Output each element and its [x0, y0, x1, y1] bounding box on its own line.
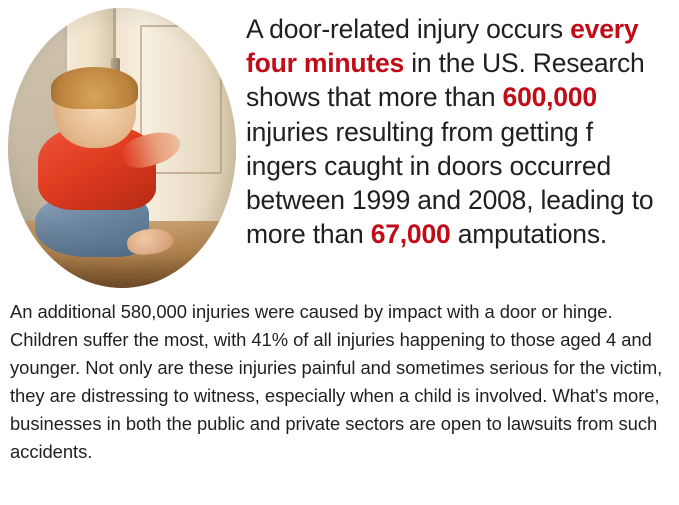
headline-part-4: amputations.: [450, 219, 608, 250]
photo-vignette: [8, 8, 236, 288]
headline-part-1: A door-related injury occurs: [246, 14, 571, 44]
child-door-photo: [8, 8, 236, 288]
headline-highlight-frequency: every four minutes: [246, 14, 639, 79]
body-paragraph: An additional 580,000 injuries were caused by impact with a door or hinge. Children suffer the most, with 41% of all injuries happening to those aged 4 and younger. Not only are these injuries painful and sometimes serious for the victim, they are distressing to witness, especially when a child is involved. What's more, businesses in both the public and private sectors are open to lawsuits from such accidents.: [10, 301, 663, 462]
headline-highlight-amputations: 67,000: [370, 219, 451, 250]
headline-part-2: in the US. Research shows that more than: [246, 48, 645, 113]
headline-highlight-injuries: 600,000: [502, 82, 597, 113]
headline-part-3: injuries resulting from getting f ingers caught in doors occurred between 1999 and 2008, leading to more than: [246, 116, 654, 250]
photo-container: [8, 8, 236, 288]
headline-text: [236, 8, 673, 251]
